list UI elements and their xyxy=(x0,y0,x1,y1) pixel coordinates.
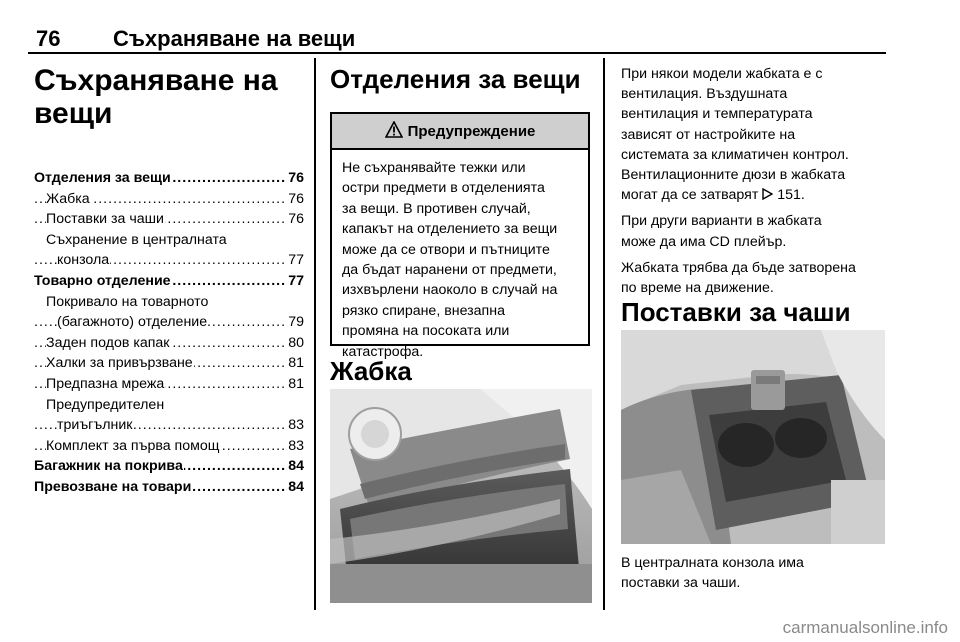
toc-entry-text: Багажник на покрива xyxy=(34,458,183,475)
text-line: по време на движение. xyxy=(621,280,774,297)
text-fragment: могат да се затварят xyxy=(621,187,759,204)
toc-entry[interactable] xyxy=(34,271,304,292)
cup-holders-caption xyxy=(621,553,886,593)
toc-entry-page: 77 xyxy=(287,250,304,271)
page-ref-arrow-icon xyxy=(762,187,773,203)
toc-entry-text: Покривало на товарното xyxy=(46,293,209,310)
cd-player-paragraph xyxy=(621,211,886,251)
toc-entry-text: Отделения за вещи xyxy=(34,170,171,186)
warning-line: промяна на посоката или xyxy=(342,323,510,340)
toc-entry-text: триъгълник xyxy=(57,417,133,434)
warning-triangle-icon xyxy=(385,121,403,142)
warning-line: за вещи. В противен случай, xyxy=(342,200,531,217)
toc-entry-page: 76 xyxy=(287,189,304,210)
toc-entry-text: Комплект за първа помощ xyxy=(46,437,220,454)
toc-entry-page: 83 xyxy=(287,415,304,436)
chapter-title-line: вещи xyxy=(34,97,113,130)
glovebox-photo xyxy=(330,389,592,603)
page-number: 76 xyxy=(36,26,61,51)
text-line: вентилация и температурата xyxy=(621,106,813,123)
toc-entry-page: 76 xyxy=(287,209,304,230)
toc-entry-page: 77 xyxy=(287,271,304,292)
text-line: Жабката трябва да бъде затворена xyxy=(621,259,856,276)
toc-entry-continuation[interactable] xyxy=(34,415,304,436)
toc-entry-text: Халки за привързване xyxy=(46,355,193,372)
page-header xyxy=(28,24,886,54)
watermark: carmanualsonline.info xyxy=(782,618,948,637)
text-line: Вентилационните дюзи в жабката xyxy=(621,167,846,184)
toc-entry-page: 83 xyxy=(287,436,304,457)
cup-holder-photo xyxy=(621,330,885,544)
toc-entry-page: 76 xyxy=(287,168,304,189)
chapter-title-line: Съхраняване на xyxy=(34,64,278,97)
column-divider-left xyxy=(314,58,316,610)
warning-line: да бъдат наранени от предмети, xyxy=(342,262,557,279)
warning-line: рязко спиране, внезапна xyxy=(342,302,505,319)
cup-holders-heading: Поставки за чаши xyxy=(621,297,851,327)
page-reference[interactable]: 151. xyxy=(777,187,805,204)
toc-entry-text: Предупредителен xyxy=(46,396,165,413)
warning-text xyxy=(332,150,588,362)
toc-entry[interactable] xyxy=(34,353,304,374)
toc-entry-text: Предпазна мрежа xyxy=(46,375,165,392)
section-title: Отделения за вещи xyxy=(330,64,581,94)
toc-entry[interactable] xyxy=(34,209,304,230)
text-line: поставки за чаши. xyxy=(621,575,741,592)
toc-entry-page: 81 xyxy=(287,353,304,374)
toc-entry[interactable] xyxy=(34,189,304,210)
toc-entry-text: Превозване на товари xyxy=(34,478,192,495)
warning-header xyxy=(332,114,588,150)
text-line: може да има CD плейър. xyxy=(621,233,787,250)
toc-entry-text: конзола xyxy=(57,252,110,269)
warning-line: може да се отвори и пътниците xyxy=(342,241,550,258)
toc-entry-page: 84 xyxy=(287,456,304,477)
toc-entry-page: 81 xyxy=(287,374,304,395)
toc-entry[interactable] xyxy=(34,374,304,395)
warning-line: катастрофа. xyxy=(342,343,424,360)
toc-entry[interactable] xyxy=(34,456,304,477)
toc-entry-page: 84 xyxy=(287,477,304,498)
header-rule xyxy=(28,52,886,54)
column-divider-right xyxy=(603,58,605,610)
text-line: При други варианти в жабката xyxy=(621,213,822,230)
toc-entry-continuation[interactable] xyxy=(34,312,304,333)
chapter-title xyxy=(34,64,304,130)
warning-box xyxy=(330,112,590,360)
closed-while-driving-paragraph xyxy=(621,258,886,298)
toc-entry-text: Поставки за чаши xyxy=(46,211,164,228)
toc-entry-text: (багажното) отделение xyxy=(57,314,208,331)
text-line: вентилация. Въздушната xyxy=(621,86,788,103)
warning-line: Не съхранявайте тежки или xyxy=(342,160,526,176)
text-line: В централната конзола има xyxy=(621,555,804,571)
toc-entry[interactable] xyxy=(34,436,304,457)
toc-entry-text: Жабка xyxy=(46,190,90,207)
warning-line: изхвърлени наоколо в случай на xyxy=(342,282,558,299)
toc-entry[interactable] xyxy=(34,395,304,416)
toc-entry-continuation[interactable] xyxy=(34,250,304,271)
toc-entry[interactable] xyxy=(34,477,304,498)
text-line xyxy=(621,185,886,205)
toc-entry-text: Товарно отделение xyxy=(34,272,171,289)
running-title: Съхраняване на вещи xyxy=(113,26,356,51)
ventilation-paragraph xyxy=(621,64,886,205)
warning-line: остри предмети в отделенията xyxy=(342,180,545,197)
toc-entry-text: Заден подов капак xyxy=(46,334,170,351)
warning-title: Предупреждение xyxy=(407,122,536,140)
text-line: При някои модели жабката е с xyxy=(621,66,823,82)
toc-entry-page: 80 xyxy=(287,333,304,354)
text-line: зависят от настройките на xyxy=(621,126,796,143)
glovebox-description xyxy=(621,64,886,304)
text-line: системата за климатичен контрол. xyxy=(621,146,849,163)
glovebox-heading: Жабка xyxy=(330,356,412,386)
toc-entry[interactable] xyxy=(34,333,304,354)
warning-line: капакът на отделението за вещи xyxy=(342,221,558,238)
toc-entry[interactable] xyxy=(34,168,304,189)
toc-entry[interactable] xyxy=(34,292,304,313)
toc-entry-page: 79 xyxy=(287,312,304,333)
toc-entry-text: Съхранение в централната xyxy=(46,231,227,248)
toc-entry[interactable] xyxy=(34,230,304,251)
table-of-contents xyxy=(34,168,304,498)
